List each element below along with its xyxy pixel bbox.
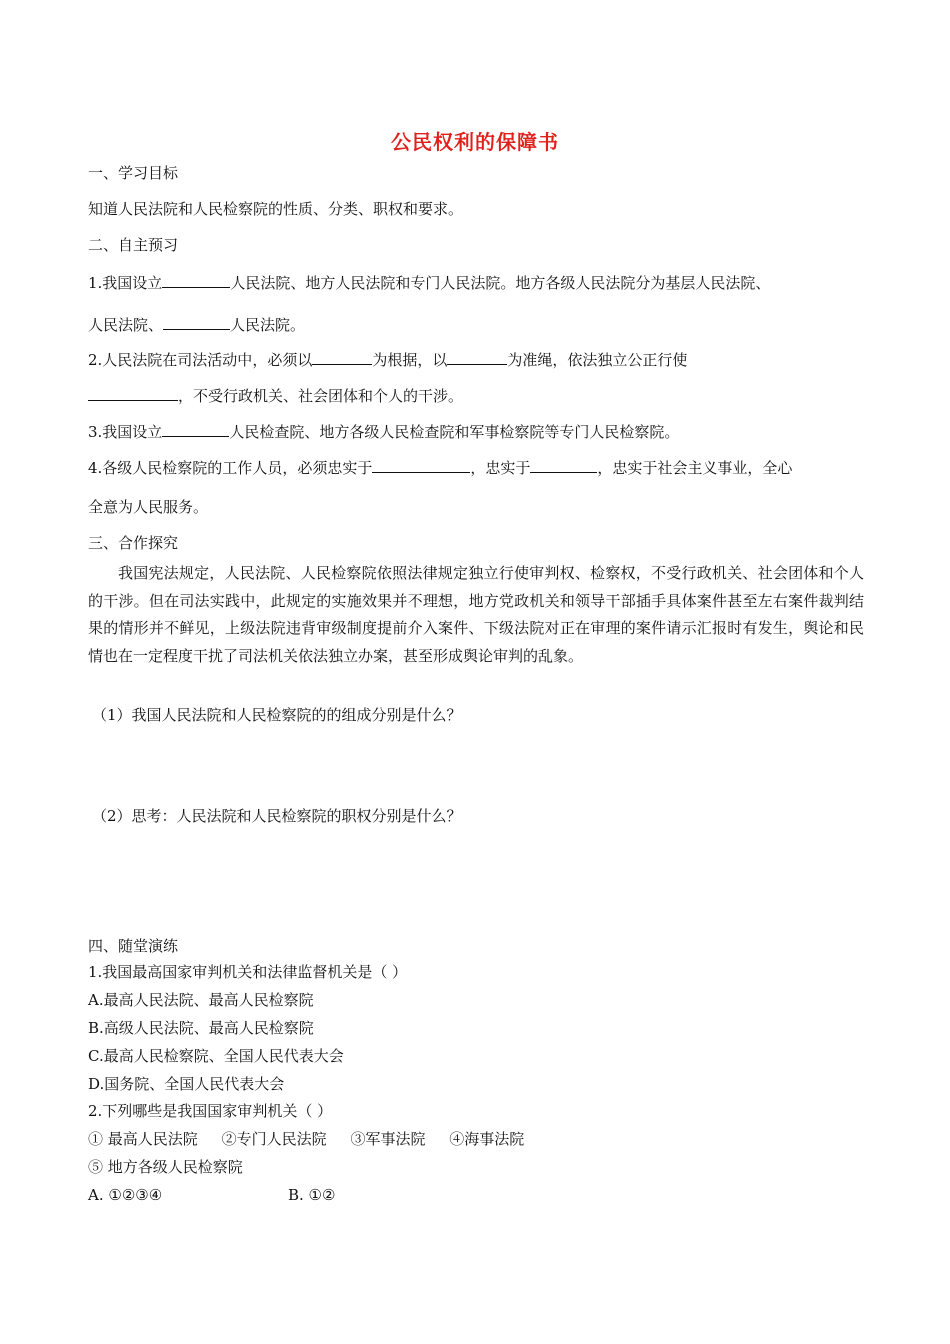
fill-blank[interactable] xyxy=(162,420,229,437)
fill-blank[interactable] xyxy=(447,348,507,365)
explore-question-2: （2）思考：人民法院和人民检察院的职权分别是什么？ xyxy=(92,807,462,825)
fill-blank[interactable] xyxy=(162,271,230,288)
preview-q2-line1: 2.人民法院在司法活动中，必须以 为根据，以 为准绳，依法独立公正行使 xyxy=(88,348,687,370)
practice-q1-option-b[interactable]: B.高级人民法院、最高人民检察院 xyxy=(88,1019,314,1037)
section3-heading: 三、合作探究 xyxy=(88,534,179,552)
practice-q1-option-c[interactable]: C.最高人民检察院、全国人民代表大会 xyxy=(88,1047,344,1065)
fill-blank[interactable] xyxy=(372,456,470,473)
preview-q4-line1: 4.各级人民检察院的工作人员，必须忠实于 ，忠实于 ，忠实于社会主义事业，全心 xyxy=(88,456,792,478)
practice-question-1: 1.我国最高国家审判机关和法律监督机关是（ ） xyxy=(88,963,408,981)
fill-blank[interactable] xyxy=(530,456,597,473)
section4-heading: 四、随堂演练 xyxy=(88,937,179,955)
fill-blank[interactable] xyxy=(312,348,372,365)
section1-text: 知道人民法院和人民检察院的性质、分类、职权和要求。 xyxy=(88,200,464,218)
practice-q1-option-a[interactable]: A.最高人民法院、最高人民检察院 xyxy=(88,991,314,1009)
preview-q1-line1: 1.我国设立 人民法院、地方人民法院和专门人民法院。地方各级人民法院分为基层人民法院、 xyxy=(88,271,770,293)
document-title: 公民权利的保障书 xyxy=(391,130,559,154)
preview-q1-line2: 人民法院、 人民法院。 xyxy=(88,313,305,335)
section2-heading: 二、自主预习 xyxy=(88,236,179,254)
section1-heading: 一、学习目标 xyxy=(88,164,179,182)
fill-blank[interactable] xyxy=(163,313,230,330)
preview-q3: 3.我国设立 人民检查院、地方各级人民检查院和军事检察院等专门人民检察院。 xyxy=(88,420,679,442)
fill-blank[interactable] xyxy=(88,384,178,401)
practice-q2-option-b[interactable]: B. ①② xyxy=(288,1186,336,1204)
preview-q2-line2: ，不受行政机关、社会团体和个人的干涉。 xyxy=(88,384,463,406)
practice-q1-option-d[interactable]: D.国务院、全国人民代表大会 xyxy=(88,1075,285,1093)
preview-q4-line2: 全意为人民服务。 xyxy=(88,498,209,516)
practice-q2-items-line1: ① 最高人民法院 ②专门人民法院 ③军事法院 ④海事法院 xyxy=(88,1130,525,1148)
practice-q2-option-a[interactable]: A. ①②③④ xyxy=(88,1186,163,1204)
practice-q2-items-line2: ⑤ 地方各级人民检察院 xyxy=(88,1158,243,1176)
explore-question-1: （1）我国人民法院和人民检察院的的组成分别是什么？ xyxy=(92,706,462,724)
practice-question-2: 2.下列哪些是我国国家审判机关（ ） xyxy=(88,1102,333,1120)
case-paragraph: 我国宪法规定，人民法院、人民检察院依照法律规定独立行使审判权、检察权，不受行政机关、社会团体和个人的干涉。但在司法实践中，此规定的实施效果并不理想，地方党政机关和领导干部插手具体案件甚至左右案件裁判结果的情形并不鲜见，上级法院违背审级制度提前介入案件、下级法院对正在审理的案件请示汇报时有发生，舆论和民情也在一定程度干扰了司法机关依法独立办案，甚至形成舆论审判的乱象。 xyxy=(88,564,864,665)
